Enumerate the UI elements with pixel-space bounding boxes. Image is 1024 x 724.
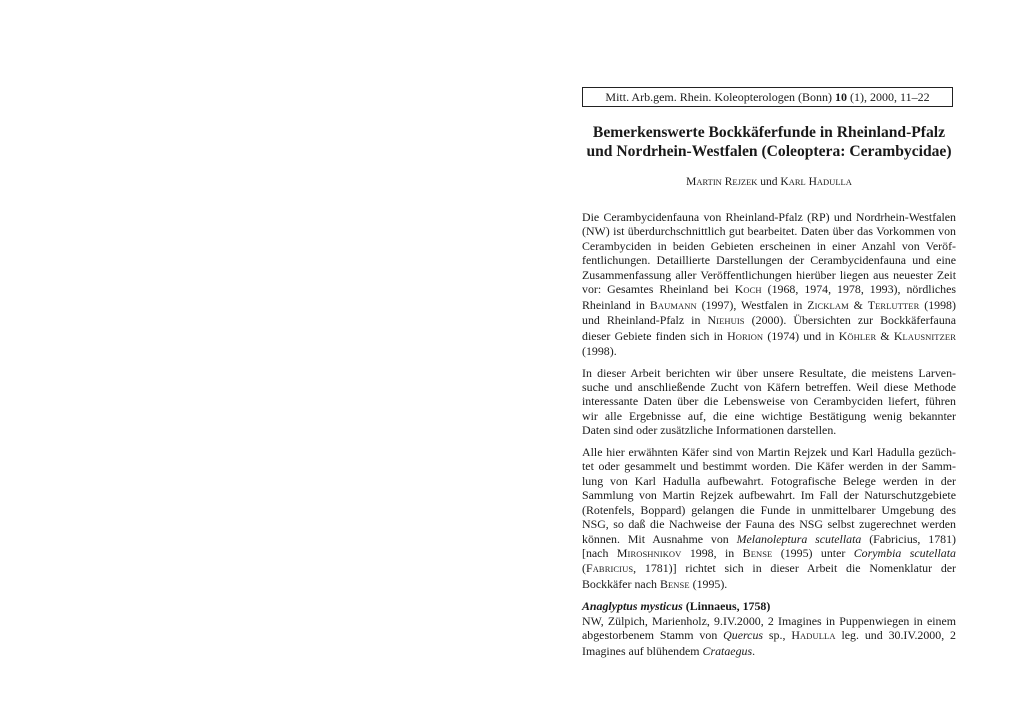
title-line-2: und Nordrhein-Westfalen (Coleoptera: Cerambycidae) [586,143,952,160]
article-body [582,210,956,658]
text-line: dieser Gebiete finden sich in HORION (1974) und in KÖHLER & KLAUSNITZER [582,328,956,343]
text-line: (NW) ist überdurchschnittlich gut bearbeitet. Daten über das Vorkommen von [582,224,956,239]
journal-citation-box [582,87,953,107]
author-line [582,175,956,189]
text-line: NSG, so daß die Nachweise der Fauna des NSG selbst zugerechnet werden [582,517,956,532]
cited-author: NIEHUIS [707,313,745,328]
journal-issue: (1), 2000, 11–22 [850,90,930,104]
text-line: In dieser Arbeit berichten wir über unsere Resultate, die meistens Larven- [582,365,956,380]
species-name-italic: Corymbia scutellata [853,545,956,560]
genus-name-italic: Crataegus [702,643,753,658]
author-conjunction: und [760,176,778,188]
species-name-italic: Melanoleptura scutellata [736,531,862,546]
text-line: Alle hier erwähnten Käfer sind von Martin Rejzek und Karl Hadulla gezüch- [582,444,956,459]
text-line: Cerambyciden in beiden Gebieten erscheinen in einer Anzahl von Veröf- [582,238,956,253]
text-line: fentlichungen. Detaillierte Darstellungen der Cerambycidenfauna und eine [582,253,956,268]
text-line: tet oder gesammelt und bestimmt worden. Die Käfer werden in der Samm- [582,459,956,474]
text-line: Zusammenfassung aller Veröffentlichungen hierüber liegen aus neuester Zeit [582,267,956,282]
cited-author: KÖHLER [838,328,877,343]
text-line: wir alle Ergebnisse auf, die eine wichtige Bestätigung wenig bekannter [582,408,956,423]
cited-author: HADULLA [791,628,836,643]
text-line: Daten sind oder zusätzliche Informationen darstellen. [582,423,837,438]
cited-author: MIROSHNIKOV [616,545,682,560]
author-1-last: REJZEK [724,176,758,188]
text-line: und Rheinland-Pfalz in NIEHUIS (2000). Übersichten zur Bockkäferfauna [582,313,957,328]
text-line: Rheinland in BAUMANN (1997), Westfalen in ZICKLAM & TERLUTTER (1998) [582,297,956,312]
text-line: vor: Gesamtes Rheinland bei KOCH (1968, 1974, 1978, 1993), nördliches [582,282,956,297]
text-line: Die Cerambycidenfauna von Rheinland-Pfalz (RP) und Nordrhein-Westfalen [582,210,956,224]
cited-author: BAUMANN [649,297,697,312]
cited-author: BENSE [742,545,773,560]
article-title [582,123,956,161]
cited-author: TERLUTTER [867,297,920,312]
text-line: suche und anschließende Zucht von Käfern betreffen. Weil diese Methode [582,379,956,394]
paragraph-methods [582,366,956,438]
species-heading-name: Anaglyptus mysticus [582,599,683,614]
cited-author: BENSE [659,576,690,591]
text-line: (FABRICIUS, 1781)] richtet sich in dieser Arbeit die Nomenklatur der [582,561,956,576]
author-2-last: HADULLA [808,176,852,188]
species-heading [582,599,956,613]
cited-author: FABRICIUS [585,561,634,576]
author-2-first: KARL [780,176,806,188]
text-line: [nach MIROSHNIKOV 1998, in BENSE (1995) unter Corymbia scutellata [582,545,956,560]
text-line: Imagines auf blühendem Crataegus. [582,643,756,658]
journal-prefix: Mitt. Arb.gem. Rhein. Koleopterologen (Bonn) [605,90,833,104]
cited-author: HORION [727,328,764,343]
cited-author: ZICKLAM [807,297,849,312]
text-line: interessante Daten über die Lebensweise von Cerambyciden liefert, führen [582,394,956,409]
genus-name-italic: Quercus [723,628,764,643]
text-line: (1998). [582,344,617,359]
text-line: können. Mit Ausnahme von Melanoleptura scutellata (Fabricius, 1781) [582,531,956,546]
text-line: NW, Zülpich, Marienholz, 9.IV.2000, 2 Imagines in Puppenwiegen in einem [582,613,956,628]
cited-author: KOCH [734,282,762,297]
author-1-first: MARTIN [686,176,722,188]
text-line: Sammlung von Martin Rejzek aufbewahrt. Im Fall der Naturschutzgebiete [582,488,956,503]
species-record [582,599,956,658]
text-line: (Rotenfels, Boppard) gelangen die Funde in unmittelbarer Umgebung des [582,502,956,517]
paragraph-intro [582,210,956,359]
cited-author: KLAUSNITZER [893,328,956,343]
title-line-1: Bemerkenswerte Bockkäferfunde in Rheinland-Pfalz [592,124,946,141]
text-line: lung von Karl Hadulla aufbewahrt. Fotografische Belege werden in der [582,473,956,488]
paragraph-material [582,445,956,593]
text-line: Bockkäfer nach BENSE (1995). [582,576,728,591]
text-line: abgestorbenem Stamm von Quercus sp., HADULLA leg. und 30.IV.2000, 2 [582,628,956,643]
journal-volume: 10 [835,90,848,104]
species-heading-author: (Linnaeus, 1758) [685,599,771,614]
